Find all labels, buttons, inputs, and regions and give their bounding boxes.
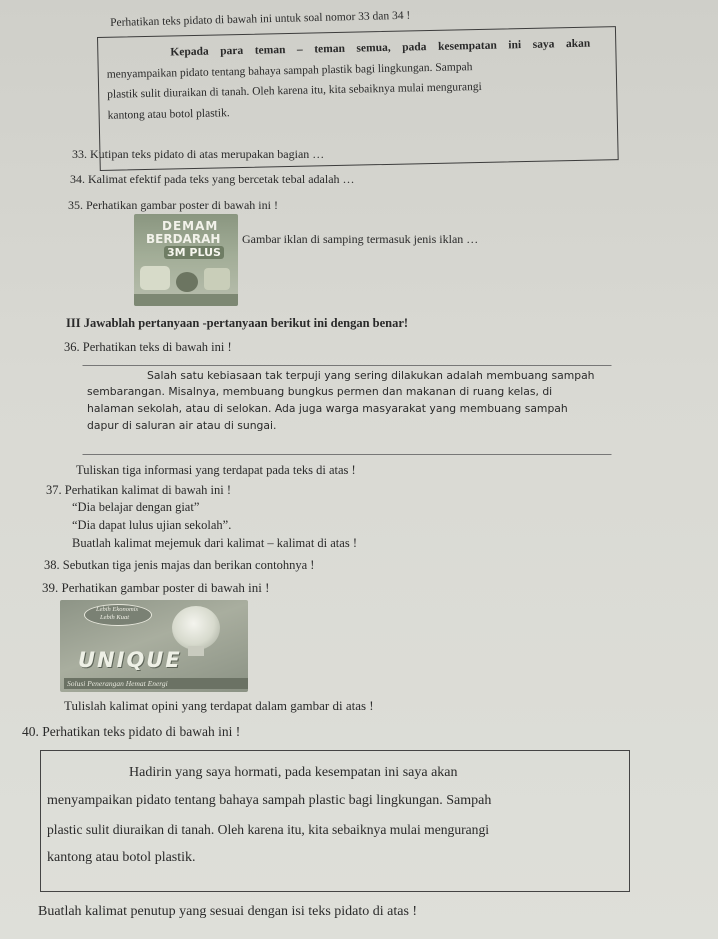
text-box-36-line-2: sembarangan. Misalnya, membuang bungkus permen dan makanan di ruang kelas, di bbox=[87, 385, 553, 398]
dengue-poster-title-2: BERDARAH bbox=[146, 232, 221, 246]
dengue-poster-title-1: DEMAM bbox=[162, 219, 219, 233]
question-36-task: Tuliskan tiga informasi yang terdapat pada teks di atas ! bbox=[76, 463, 356, 477]
question-37: 37. Perhatikan kalimat di bawah ini ! bbox=[46, 483, 232, 497]
lamp-poster-brand: UNIQUE bbox=[78, 648, 182, 672]
speech-box-40-line-2: menyampaikan pidato tentang bahaya sampah plastic bagi lingkungan. Sampah bbox=[47, 793, 492, 808]
speech-box-1-line-1: Kepada para teman – teman semua, pada kesempatan ini saya akan bbox=[170, 37, 591, 59]
lightbulb-base bbox=[188, 646, 204, 656]
question-36: 36. Perhatikan teks di bawah ini ! bbox=[64, 340, 232, 354]
speech-box-40 bbox=[40, 750, 630, 892]
lamp-poster-slogan: Solusi Penerangan Hemat Energi bbox=[64, 678, 248, 689]
speech-box-1-line-4: kantong atau botol plastik. bbox=[107, 107, 230, 122]
lamp-poster-tagline-1: Lebih Ekonomis bbox=[96, 606, 139, 613]
question-40: 40. Perhatikan teks pidato di bawah ini ! bbox=[22, 724, 241, 739]
question-40-task: Buatlah kalimat penutup yang sesuai dengan isi teks pidato di atas ! bbox=[38, 904, 418, 919]
poster-ground bbox=[134, 294, 238, 306]
lamp-poster-tagline-2: Lebih Kuat bbox=[100, 614, 130, 621]
speech-box-40-line-1: Hadirin yang saya hormati, pada kesempatan ini saya akan bbox=[129, 765, 458, 780]
question-33: 33. Kutipan teks pidato di atas merupakan bagian … bbox=[72, 147, 325, 161]
jar-illustration bbox=[176, 272, 198, 292]
question-39: 39. Perhatikan gambar poster di bawah ini ! bbox=[42, 580, 270, 595]
lightbulb-icon bbox=[172, 606, 220, 650]
intro-q33-34: Perhatikan teks pidato di bawah ini untuk soal nomor 33 dan 34 ! bbox=[110, 9, 411, 29]
text-box-36 bbox=[82, 365, 612, 455]
dengue-poster-image bbox=[134, 214, 238, 306]
question-34: 34. Kalimat efektif pada teks yang bercetak tebal adalah … bbox=[70, 172, 355, 186]
speech-box-40-line-4: kantong atau botol plastik. bbox=[47, 850, 196, 865]
speech-box-1-line-2: menyampaikan pidato tentang bahaya sampah plastik bagi lingkungan. Sampah bbox=[106, 61, 473, 81]
bucket-illustration bbox=[140, 266, 170, 290]
section-3-heading: III Jawablah pertanyaan -pertanyaan berikut ini dengan benar! bbox=[66, 316, 409, 330]
text-box-36-line-3: halaman sekolah, atau di selokan. Ada juga warga masyarakat yang membuang sampah bbox=[87, 402, 568, 415]
text-box-36-line-4: dapur di saluran air atau di sungai. bbox=[87, 419, 277, 432]
question-39-task: Tulislah kalimat opini yang terdapat dalam gambar di atas ! bbox=[64, 698, 374, 713]
question-37-task: Buatlah kalimat mejemuk dari kalimat – kalimat di atas ! bbox=[72, 536, 357, 550]
question-38: 38. Sebutkan tiga jenis majas dan berikan contohnya ! bbox=[44, 558, 315, 572]
question-37-sentence-2: “Dia dapat lulus ujian sekolah”. bbox=[72, 518, 232, 532]
question-37-sentence-1: “Dia belajar dengan giat” bbox=[72, 500, 200, 514]
lamp-poster-image bbox=[60, 600, 248, 692]
tub-illustration bbox=[204, 268, 230, 290]
question-35-side-text: Gambar iklan di samping termasuk jenis iklan … bbox=[242, 232, 479, 246]
dengue-poster-badge: 3M PLUS bbox=[164, 246, 224, 259]
speech-box-40-line-3: plastic sulit diuraikan di tanah. Oleh karena itu, kita sebaiknya mulai mengurangi bbox=[47, 822, 490, 837]
question-35: 35. Perhatikan gambar poster di bawah ini ! bbox=[68, 198, 278, 212]
text-box-36-line-1: Salah satu kebiasaan tak terpuji yang sering dilakukan adalah membuang sampah bbox=[147, 369, 595, 382]
speech-box-1-line-3: plastik sulit diuraikan di tanah. Oleh karena itu, kita sebaiknya mulai mengurangi bbox=[107, 80, 482, 101]
